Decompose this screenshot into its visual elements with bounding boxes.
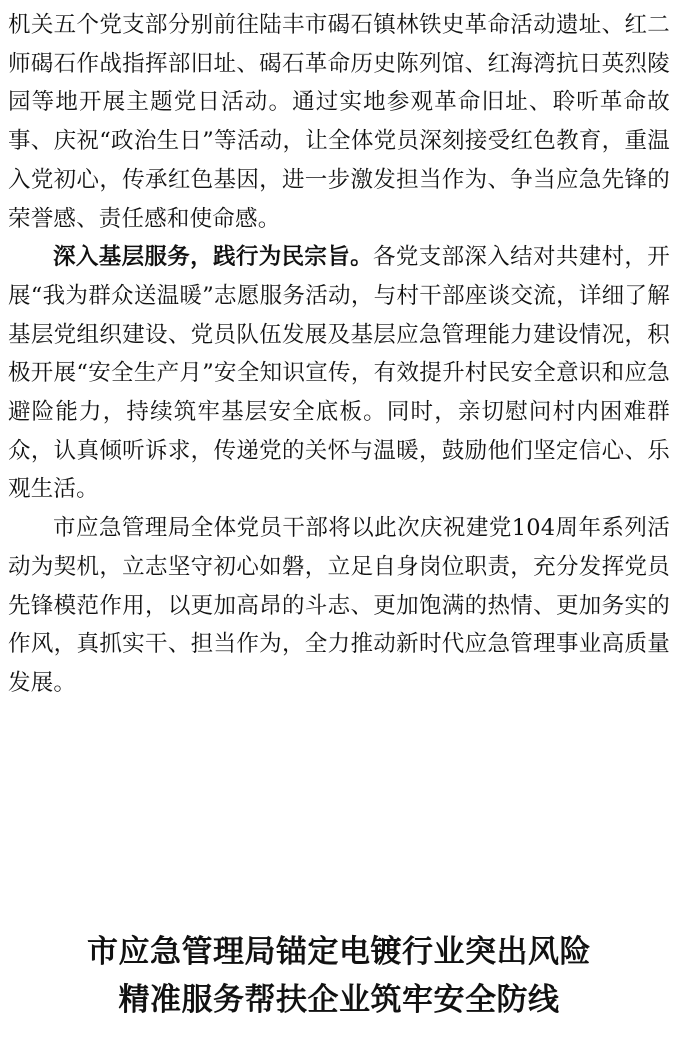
- headline-line-2: 精准服务帮扶企业筑牢安全防线: [118, 982, 560, 1018]
- paragraph-2-lead: 深入基层服务，践行为民宗旨。: [53, 244, 373, 271]
- paragraph-1-text: 机关五个党支部分别前往陆丰市碣石镇林铁史革命活动遗址、红二师碣石作战指挥部旧址、碣石革命历史陈列馆、红海湾抗日英烈陵园等地开展主题党日活动。通过实地参观革命旧址、聆听革命故事、庆祝“政治生日”等活动，让全体党员深刻接受红色教育，重温入党初心，传承红色基因，进一步激发担当作为、争当应急先锋的荣誉感、责任感和使命感。: [8, 12, 670, 232]
- next-article-headline: [0, 928, 678, 1024]
- headline-line-1: 市应急管理局锚定电镀行业突出风险: [87, 934, 591, 970]
- paragraph-2: [8, 238, 670, 509]
- article-body: [8, 0, 670, 703]
- paragraph-3-text: 市应急管理局全体党员干部将以此次庆祝建党104周年系列活动为契机，立志坚守初心如磐，立足自身岗位职责，充分发挥党员先锋模范作用，以更加高昂的斗志、更加饱满的热情、更加务实的作风，真抓实干、担当作为，全力推动新时代应急管理事业高质量发展。: [8, 515, 670, 696]
- paragraph-2-text: 各党支部深入结对共建村，开展“我为群众送温暖”志愿服务活动，与村干部座谈交流，详细了解基层党组织建设、党员队伍发展及基层应急管理能力建设情况，积极开展“安全生产月”安全知识宣传，有效提升村民安全意识和应急避险能力，持续筑牢基层安全底板。同时，亲切慰问村内困难群众，认真倾听诉求，传递党的关怀与温暖，鼓励他们坚定信心、乐观生活。: [8, 244, 670, 503]
- paragraph-1: [8, 6, 670, 238]
- paragraph-3: [8, 509, 670, 703]
